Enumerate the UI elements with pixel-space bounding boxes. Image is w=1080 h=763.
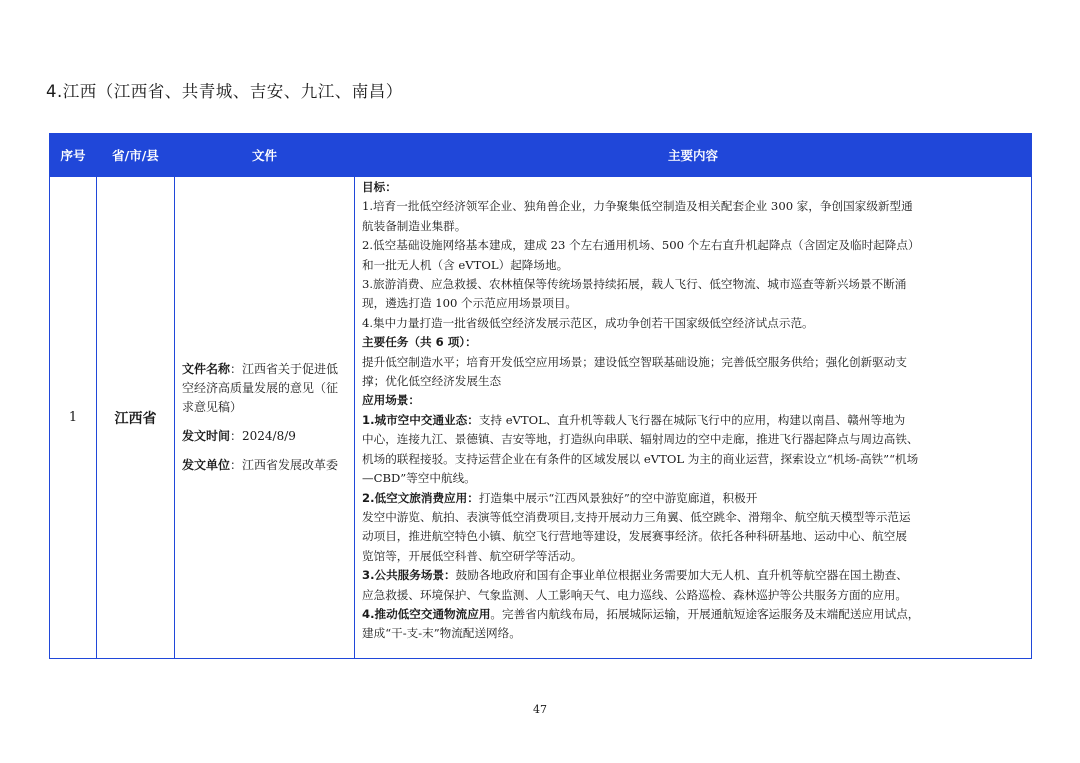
scene-2-line-a — [362, 489, 1025, 508]
goal-2-line-b: 和一批无人机（含 eVTOL）起降场地。 — [362, 257, 569, 272]
issuer-value: ：江西省发展改革委 — [230, 458, 339, 472]
tasks-line-b: 撑；优化低空经济发展生态 — [362, 374, 502, 389]
issuer — [182, 456, 348, 475]
issue-time-value: ：2024/8/9 — [230, 429, 296, 443]
goals-title: 目标： — [362, 180, 397, 194]
header-seq: 序号 — [50, 134, 97, 177]
doc-name-value: ：江西省关于促进低空经济高质量发展的意见（征求意见稿） — [182, 362, 339, 414]
goal-4: 4.集中力量打造一批省级低空经济发展示范区，成功争创若干国家级低空经济试点示范。 — [362, 315, 814, 330]
goal-1-line-b: 航装备制造业集群。 — [362, 218, 467, 233]
scene-3-text-a: 鼓励各地政府和国有企事业单位根据业务需要加大无人机、直升机等航空器在国土勘查、 — [455, 568, 908, 583]
cell-region: 江西省 — [97, 177, 175, 659]
scene-3-title: 3.公共服务场景： — [362, 568, 456, 583]
header-content: 主要内容 — [355, 134, 1032, 177]
goal-3-line-a: 3.旅游消费、应急救援、农林植保等传统场景持续拓展，载人飞行、低空物流、城市巡查等新兴场景不断涌 — [362, 277, 907, 292]
header-document: 文件 — [175, 134, 355, 177]
tasks-line-a: 提升低空制造水平；培育开发低空应用场景；建设低空智联基础设施；完善低空服务供给；强化创新驱动支 — [362, 354, 907, 369]
cell-document-info — [175, 177, 355, 659]
issue-time-label: 发文时间 — [182, 429, 231, 443]
scene-1-line-c: 机场的联程接驳。支持运营企业在有条件的区域发展以 eVTOL 为主的商业运营，探索设立“机场-高铁”“机场 — [362, 451, 919, 466]
issuer-label: 发文单位 — [182, 458, 231, 472]
scene-2-line-b: 发空中游览、航拍、表演等低空消费项目,支持开展动力三角翼、低空跳伞、滑翔伞、航空航天模型等示范运 — [362, 509, 911, 524]
scene-2-title: 2.低空文旅消费应用： — [362, 490, 479, 505]
scene-3-line-a — [362, 566, 1025, 585]
scenes-title: 应用场景： — [362, 393, 420, 408]
table-row — [50, 177, 1032, 659]
cell-main-content — [355, 177, 1032, 659]
tasks-title: 主要任务（共 6 项）： — [362, 335, 477, 350]
scene-1-title: 1.城市空中交通业态： — [362, 412, 479, 427]
scene-4-text-a: 。完善省内航线布局，拓展城际运输，开展通航短途客运服务及末端配送应用试点， — [490, 606, 920, 621]
scene-1-line-b: 中心，连接九江、景德镇、吉安等地，打造纵向串联、辐射周边的空中走廊，推进飞行器起降点与周边高铁、 — [362, 432, 919, 447]
policy-table — [49, 133, 1032, 659]
table-header-row — [50, 134, 1032, 177]
doc-name-label: 文件名称 — [182, 362, 231, 376]
scene-4-line-a — [362, 605, 1025, 624]
scene-3-line-b: 应急救援、环境保护、气象监测、人工影响天气、电力巡线、公路巡检、森林巡护等公共服务方面的应用。 — [362, 587, 907, 602]
header-region: 省/市/县 — [97, 134, 175, 177]
doc-name — [182, 360, 348, 417]
goal-1-line-a: 1.培育一批低空经济领军企业、独角兽企业，力争聚集低空制造及相关配套企业 300 家，争创国家级新型通 — [362, 199, 913, 214]
scene-4-title: 4.推动低空交通物流应用 — [362, 606, 491, 621]
section-heading: 4.江西（江西省、共青城、吉安、九江、南昌） — [46, 82, 403, 101]
cell-seq: 1 — [50, 177, 97, 659]
scene-2-text-a: 打造集中展示“江西风景独好”的空中游览廊道，积极开 — [478, 490, 758, 505]
scene-1-line-a — [362, 411, 1025, 430]
scene-4-line-b: 建成“干-支-末”物流配送网络。 — [362, 626, 521, 641]
scene-2-line-c: 动项目，推进航空特色小镇、航空飞行营地等建设，发展赛事经济。依托各种科研基地、运动中心、航空展 — [362, 529, 907, 544]
scene-1-line-d: —CBD”等空中航线。 — [362, 471, 476, 486]
issue-time — [182, 427, 348, 446]
page-number: 47 — [533, 703, 547, 716]
scene-2-line-d: 览馆等，开展低空科普、航空研学等活动。 — [362, 548, 583, 563]
scene-1-text-a: 支持 eVTOL、直升机等载人飞行器在城际飞行中的应用，构建以南昌、赣州等地为 — [478, 412, 906, 427]
goal-3-line-b: 现，遴选打造 100 个示范应用场景项目。 — [362, 296, 578, 311]
goal-2-line-a: 2.低空基础设施网络基本建成，建成 23 个左右通用机场、500 个左右直升机起降点（含固定及临时起降点） — [362, 238, 920, 253]
